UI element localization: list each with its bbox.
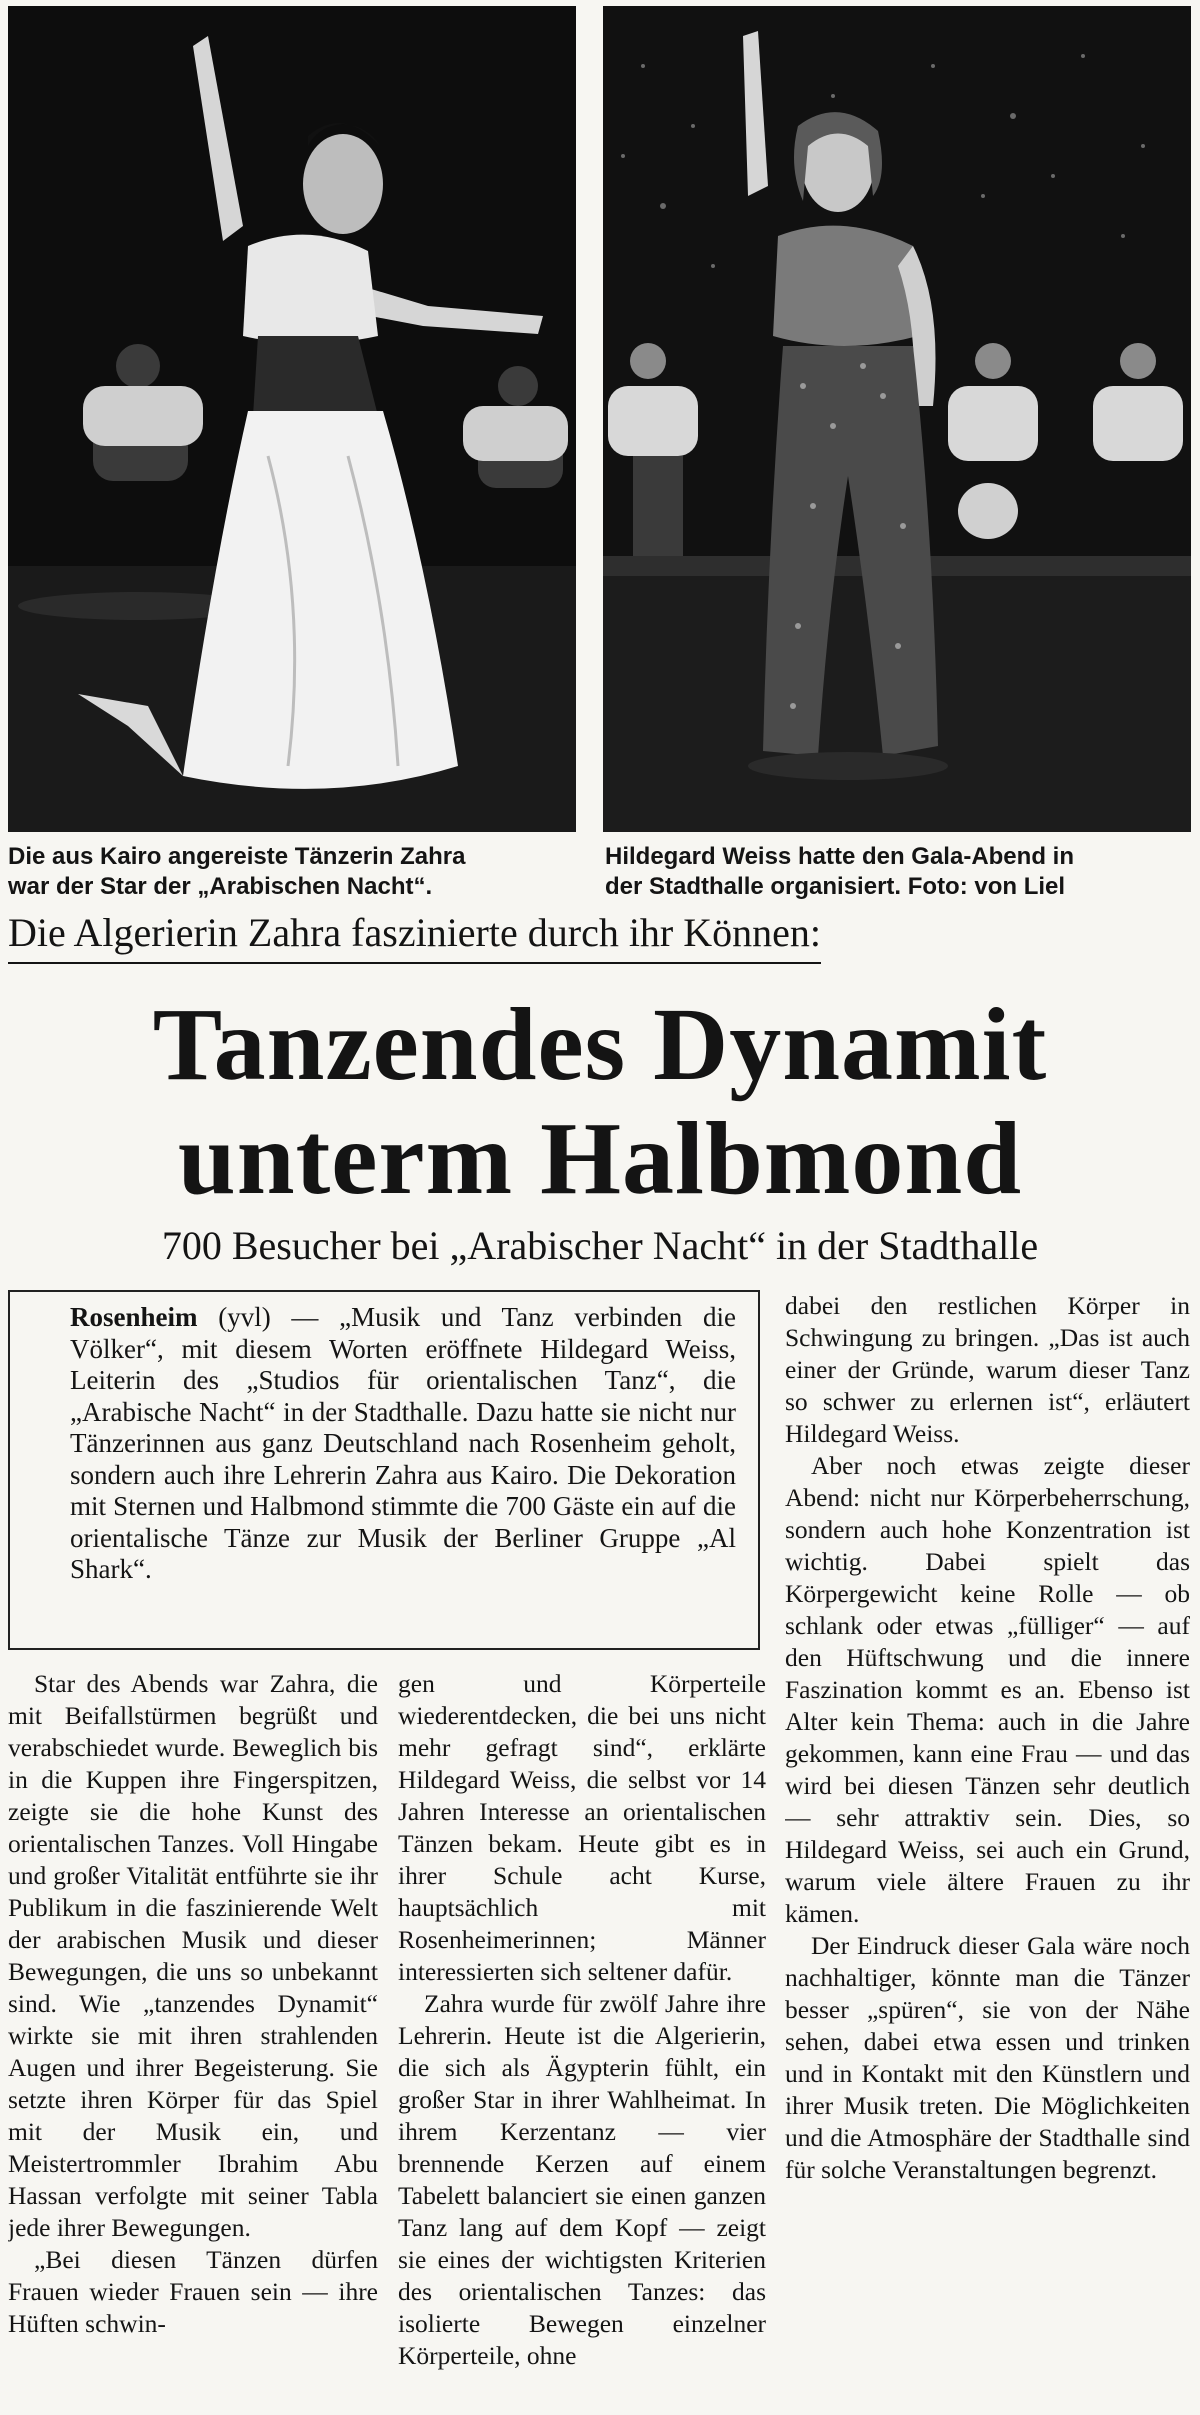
article-lead-box — [8, 1290, 760, 1650]
photo-hildegard-weiss — [603, 6, 1191, 832]
article-column-3 — [785, 1290, 1190, 2413]
article-column-2 — [398, 1668, 766, 2413]
hildegard-weiss-image — [603, 6, 1191, 832]
column-1-paragraph-1: Star des Abends war Zahra, die mit Beifallstürmen begrüßt und verabschiedet wurde. Beweglich bis in die Kuppen ihre Fingerspitzen, zeigte sie die hohe Kunst des orientalischen Tanzes. Voll Hingabe und großer Vitalität entführte sie ihr Publikum in die faszinierende Welt der arabischen Musik und dieser Bewegungen, die uns so unbekannt sind. Wie „tanzendes Dynamit“ wirkte sie mit ihren strahlenden Augen und ihrer Begeisterung. Sie setzte ihren Körper für das Spiel mit der Musik ein, und Meistertrommler Ibrahim Abu Hassan verfolgte mit seiner Tabla jede ihrer Bewegungen. — [8, 1669, 378, 2242]
photo-dancer-zahra — [8, 6, 576, 832]
article-subheadline: 700 Besucher bei „Arabischer Nacht“ in der Stadthalle — [161, 1223, 1039, 1268]
column-1-paragraph-2: „Bei diesen Tänzen dürfen Frauen wieder Frauen sein — ihre Hüften schwin- — [8, 2245, 378, 2338]
photo-caption-right: Hildegard Weiss hatte den Gala-Abend in der Stadthalle organisiert. Foto: von Liel — [605, 843, 1074, 900]
column-3-paragraph-2: Aber noch etwas zeigte dieser Abend: nicht nur Körperbeherrschung, sondern auch hohe Konzentration ist wichtig. Dabei spielt das Körpergewicht keine Rolle — ob schlank oder etwas „fülliger“ — auf den Hüftschwung und die innere Faszination kommt es an. Ebenso ist Alter kein Thema: auch in die Jahre gekommen, kann eine Frau — und das wird bei diesen Tänzen sehr deutlich — sehr attraktiv sein. Dies, so Hildegard Weiss, sei auch ein Grund, warum viele ältere Frauen zu ihr kämen. — [785, 1451, 1190, 1928]
article-kicker: Die Algerierin Zahra faszinierte durch ihr Können: — [8, 908, 821, 964]
column-2-paragraph-1: gen und Körperteile wiederentdecken, die bei uns nicht mehr gefragt sind“, erklärte Hildegard Weiss, die selbst vor 14 Jahren Interesse an orientalischen Tänzen bekam. Heute gibt es in ihrer Schule acht Kurse, hauptsächlich mit Rosenheimerinnen; Männer interessierten sich seltener dafür. — [398, 1669, 766, 1986]
column-2-paragraph-2: Zahra wurde für zwölf Jahre ihre Lehrerin. Heute ist die Algerierin, die sich als Ägypterin fühlt, ein großer Star in ihrer Wahlheimat. In ihrem Kerzentanz — vier brennende Kerzen auf einem Tabelett balanciert sie einen ganzen Tanz lang auf dem Kopf — zeigt sie eines der wichtigsten Kriterien des orientalischen Tanzes: das isolierte Bewegen einzelner Körperteile, ohne — [398, 1989, 766, 2370]
column-3-paragraph-3: Der Eindruck dieser Gala wäre noch nachhaltiger, könnte man die Tänzer besser „spüren“, sie von der Nähe sehen, dabei etwa essen und trinken und in Kontakt mit den Künstlern und ihrer Musik treten. Die Möglichkeiten und die Atmosphäre der Stadthalle sind für solche Veranstaltungen begrenzt. — [785, 1931, 1190, 2184]
article-column-1 — [8, 1668, 378, 2413]
article-dateline: Rosenheim — [70, 1302, 198, 1332]
article-lead-text: (yvl) — „Musik und Tanz verbinden die Völker“, mit diesem Worten eröffnete Hildegard Weiss, Leiterin des „Studios für orientalischen Tanz“, die „Arabische Nacht“ in der Stadthalle. Dazu hatte sie nicht nur Tänzerinnen aus ganz Deutschland nach Rosenheim geholt, sondern auch ihre Lehrerin Zahra aus Kairo. Die Dekoration mit Sternen und Halbmond stimmte die 700 Gäste ein auf die orientalische Tänze zur Musik der Berliner Gruppe „Al Shark“. — [70, 1302, 736, 1584]
photo-caption-left: Die aus Kairo angereiste Tänzerin Zahra war der Star der „Arabischen Nacht“. — [8, 843, 466, 900]
article-headline: Tanzendes Dynamit unterm Halbmond — [152, 987, 1048, 1216]
dancer-zahra-image — [8, 6, 576, 832]
column-3-paragraph-1: dabei den restlichen Körper in Schwingung zu bringen. „Das ist auch einer der Gründe, warum dieser Tanz so schwer zu erlernen ist“, erläutert Hildegard Weiss. — [785, 1291, 1190, 1448]
